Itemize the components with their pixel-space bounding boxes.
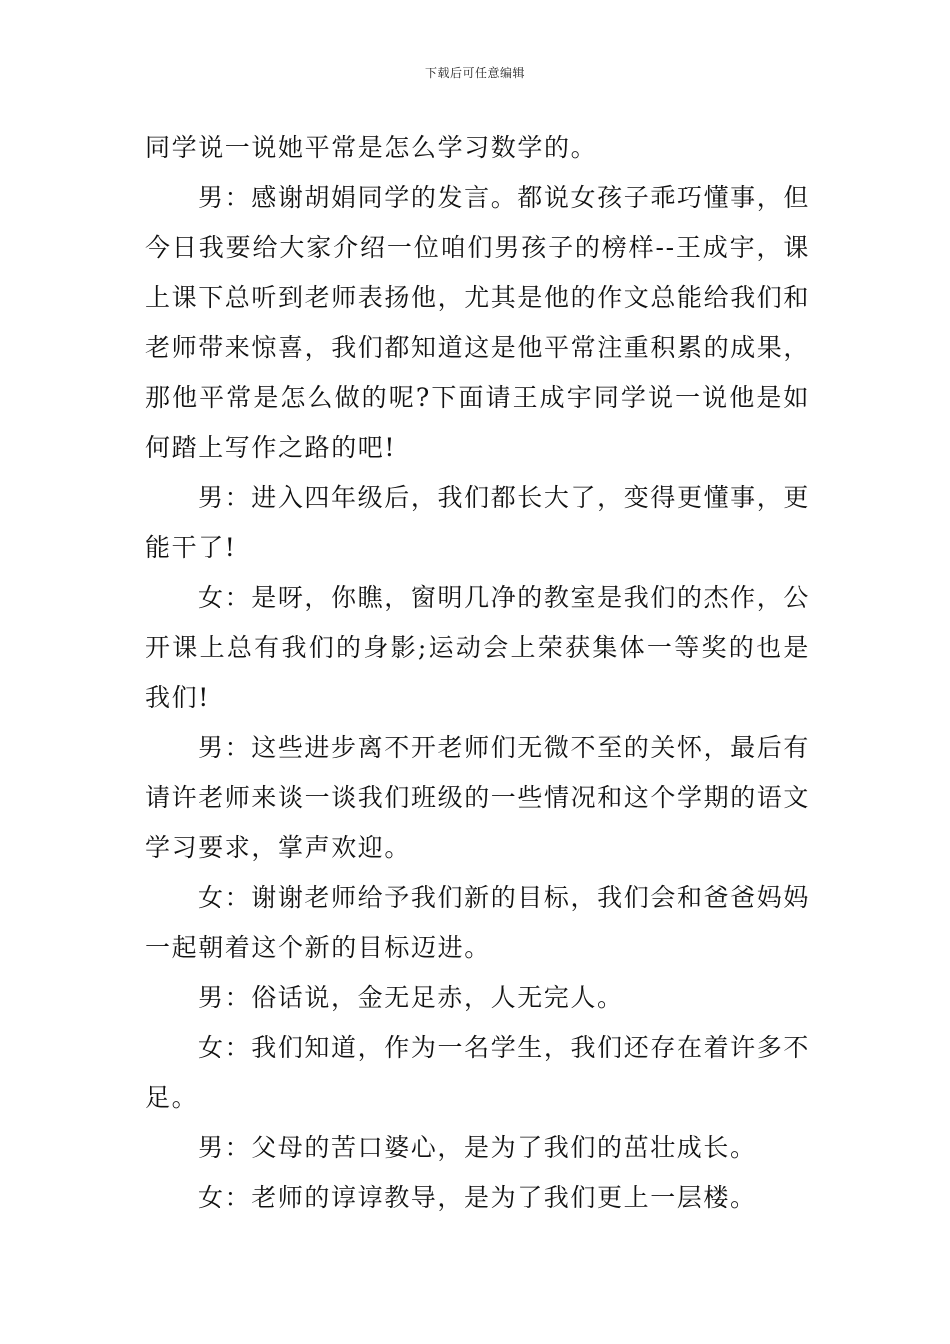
paragraph-boy-parents: 男：父母的苦口婆心，是为了我们的茁壮成长。 [198, 1133, 757, 1162]
paragraph-girl-teacher-guidance: 女：老师的谆谆教导，是为了我们更上一层楼。 [198, 1183, 757, 1212]
paragraph-girl-new-goal: 女：谢谢老师给予我们新的目标，我们会和爸爸妈妈一起朝着这个新的目标迈进。 [145, 883, 810, 962]
paragraph-boy-grade-four: 男：进入四年级后，我们都长大了，变得更懂事，更能干了! [145, 483, 810, 562]
paragraph-boy-intro-wang: 男：感谢胡娟同学的发言。都说女孩子乖巧懂事，但今日我要给大家介绍一位咱们男孩子的榜样--王成宇，课上课下总听到老师表扬他，尤其是他的作文总能给我们和老师带来惊喜，我们都知道这是他平常注重积累的成果，那他平常是怎么做的呢?下面请王成宇同学说一说他是如何踏上写作之路的吧! [145, 183, 811, 462]
page-header: 下载后可任意编辑 [424, 66, 525, 80]
paragraph-continuation: 同学说一说她平常是怎么学习数学的。 [145, 133, 598, 162]
paragraph-boy-proverb: 男：俗话说，金无足赤，人无完人。 [198, 983, 624, 1012]
paragraph-girl-achievements: 女：是呀，你瞧，窗明几净的教室是我们的杰作，公开课上总有我们的身影;运动会上荣获集体一等奖的也是我们! [145, 583, 810, 712]
paragraph-boy-teacher-xu: 男：这些进步离不开老师们无微不至的关怀，最后有请许老师来谈一谈我们班级的一些情况和这个学期的语文学习要求，掌声欢迎。 [145, 733, 811, 862]
paragraph-girl-shortcomings: 女：我们知道，作为一名学生，我们还存在着许多不足。 [145, 1033, 810, 1112]
document-body [145, 123, 810, 1223]
